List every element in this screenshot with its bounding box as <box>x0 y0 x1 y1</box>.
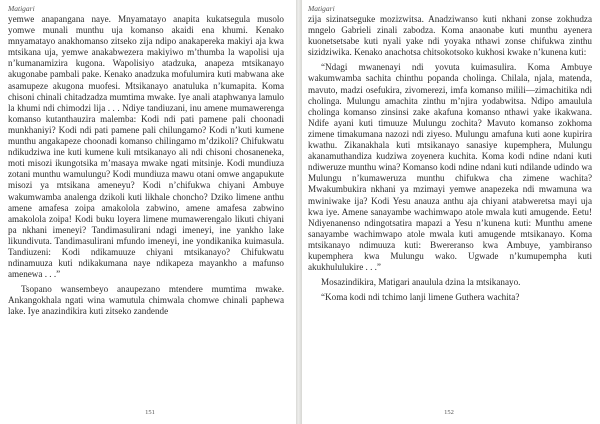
running-head-right: Matigari <box>308 4 335 13</box>
left-body-text <box>8 14 284 318</box>
paragraph: “Ndagi mwanenayi ndi yovuta kuimasulira. Koma Ambuye wakumwamba sachita chinthu popanda cholinga. Chilala, njala, matenda, mavuto, madzi osefukira, zivomerezi, imfa komanso milili—zimachitika ndi cholinga. Mulungu amachita zinthu m’njira yodabwitsa. Ndipo amaulula cholinga komanso zinsinsi zake akafuna komanso nthawi yake ikakwana. Ndife ayani kuti timuuze Mulungu zochita? Mavuto komanso zokhoma zimene timakumana nazozi ndi ziyeso. Mulungu amafuna kuti aone kupirira kwathu. Zikanakhala kuti mtsikanayo sanasiye kupemphera, Mulungu akanamuthandiza kudziwa zoyenera kuchita. Koma kodi ndine ndani kuti ndiweruze munthu wina? Komanso kodi ndine ndani kuti ndilande udindo wa Mulungu n’kumaweruza munthu chifukwa cha zimene wachita? Mwakumbukira nkhani ya mzimayi yemwe anapezeka ndi mwamuna wa mwiniwake ija? Kodi Yesu anauza anthu aja chiyani atabweretsa mayi uja kwa iye. Amene sanayambe wachimwapo atole mwala kuti amugende. Eetu! Ndiyenanenso ndingotsatira mapazi a Yesu n’kunena kuti: Munthu amene sanayambe wachimwapo atole mwala kuti amugende mtsikanayo. Koma mtsikanayo ndimuuza kuti: Bwereranso kwa Ambuye, yambiranso kupemphera kwa Mulungu wako. Ugwade n’kumupempha kuti akukhululukire . . .” <box>308 62 592 273</box>
left-page <box>0 0 296 424</box>
right-page <box>302 0 600 424</box>
paragraph: “Koma kodi ndi tchimo lanji limene Guthera wachita? <box>321 292 520 303</box>
right-body-text <box>308 14 592 303</box>
paragraph: Mosazindikira, Matigari anaulula dzina la mtsikanayo. <box>321 277 521 288</box>
paragraph: Tsopano wansembeyo anaupezano mtendere mumtima mwake. Ankangokhala ngati wina wamutula chimwala chomwe chinali paphewa lake. Iye anazindikira kuti zitseko zandende <box>8 284 284 317</box>
paragraph: zija sizinatseguke mozizwitsa. Anadziwanso kuti nkhani zonse zokhudza mngelo Gabrieli zinali zabodza. Koma anaonabe kuti munthu ayenera kuonetsetsabe kuti nyali yake ndi yoyaka nthawi zonse chifukwa zinthu sizidziwika. Kenako anachotsa chitsokotsoko kukhosi kwake n’kunena kuti: <box>308 14 592 58</box>
paragraph: yemwe anapangana naye. Mnyamatayo anapita kukatsegula musolo yomwe munali munthu uja komanso akaidi ena khumi. Kenako mnyamatayo anakhomanso zitseko zija ndipo anakapereka makiyi aja kwa mtsikana uja, yemwe anakabwezera makiyiwo m’thumba la wapolisi uja n’kumanamizira kugona. Wapolisiyo atadzuka, anapeza mtsikanayo akugonabe pambali pake. Kenako anadzuka mofulumira kuti mabwana ake asamupeze akugona muofesi. Mtsikanayo anatuluka n’kumapita. Koma chisoni chinali chitadzadza mumtima mwake. Iye anali ataphwanya lamulo la khumi ndi chimodzi lija . . . Ndiye tandiuzani, inu amene mumawerenga komanso kutanthauzira malemba: Kodi ndi pati pamene pali choonadi munkhaniyi? Kodi ndi pati pamene pali chilungamo? Kodi n’kuti kumene munthu angakapeze choonadi komanso chilingamo m’dzikoli? Chifukwatu ndikudziwa ine kuti kumene kuli mtsikanayo ali ndi chisoni chosaneneka, moti misozi ikungotsika m’masaya mwake ngati mitsinje. Kodi mundiuza zotani munthu wamulungu? Kodi mundiuza mawu otani omwe angapukute misozi ya mtsikana ameneyu? Kodi n’chifukwa chiyani Ambuye wakumwamba analenga dzikoli kuti likhale choncho? Dziko limene anthu amene amafesa zoipa amakolola zabwino, amene amafesa zabwino amakolola zoipa! Kodi buku loyera limene mumawerengalo likuti chiyani pa nkhani imeneyi? Tandimasulirani ndagi imeneyi, ine yankho lake likundivuta. Tandimasulirani mfundo imeneyi, ine yondikanika kuimasula. Tandiuzeni: Kodi ndikamuuze chiyani mtsikanayo? Chifukwatu ndinamuuza kuti ndikakumana naye ndikapeza mayankho a mafunso amenewa . . .” <box>8 14 284 280</box>
page-number-left: 151 <box>145 409 155 416</box>
running-head-left: Matigari <box>8 4 35 13</box>
page-number-right: 152 <box>444 409 454 416</box>
